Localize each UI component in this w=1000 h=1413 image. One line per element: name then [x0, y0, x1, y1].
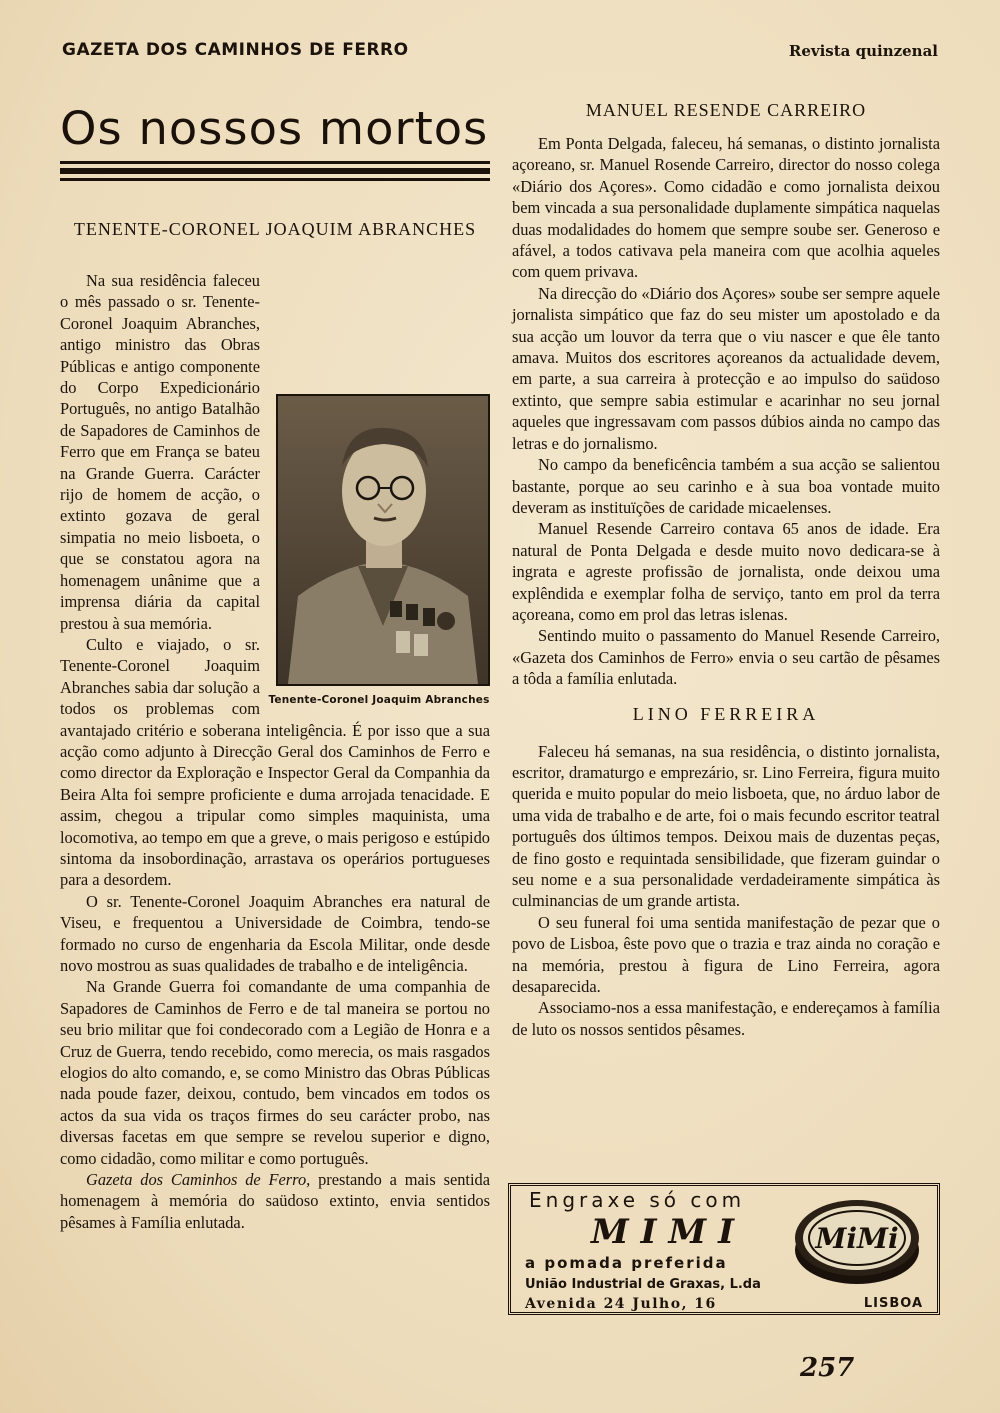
portrait-caption: Tenente-Coronel Joaquim Abranches [268, 694, 490, 706]
paragraph: Na direcção do «Diário dos Açores» soube ser sempre aquele jornalista simpático que faz do seu mister um apostolado e da sua acção um louvor da terra que o viu nascer e que êle tanto amava. Muitos dos escritores açoreanos da actualidade devem, em parte, a sua carreira à protecção e ao impulso do saüdoso extinto, que sempre sabia estimular e acarinhar no seu jornal aqueles que ingressavam com passos dúbios ainda no campo das letras e do jornalismo. [512, 283, 940, 453]
paragraph: Na sua residência faleceu o mês passado o sr. Tenente-Coronel Joaquim Abranches, antigo ministro das Obras Públicas e antigo componente do Corpo Expedicionário Português, no antigo Batalhão de Sapadores de Caminhos de Ferro que em França se bateu na Grande Guerra. Carácter rijo de homem de acção, o extinto gozava de geral simpatia no meio lisboeta, o que se constatou agora na homenagem unânime que a imprensa diária da capital prestou à sua memória. [60, 271, 260, 633]
ad-city: LISBOA [863, 1296, 923, 1311]
publication-italic: Gazeta dos Caminhos de Ferro, [86, 1170, 311, 1190]
left-column [60, 100, 490, 1233]
obituary-heading-ferreira: LINO FERREIRA [632, 703, 820, 724]
paragraph: Associamo-nos a essa manifestação, e endereçamos à família de luto os nossos sentidos pêsames. [512, 998, 940, 1039]
paragraph: Sentindo muito o passamento do Manuel Resende Carreiro, «Gazeta dos Caminhos de Ferro» envia o seu cartão de pêsames a tôda a família enlutada. [512, 626, 940, 689]
paragraph: O sr. Tenente-Coronel Joaquim Abranches era natural de Viseu, e frequentou a Universidade de Coimbra, tendo-se formado no curso de engenharia da Escola Militar, onde desde novo mostrou as suas qualidades de trabalho e de inteligência. [60, 891, 490, 975]
publication-frequency: Revista quinzenal [788, 42, 938, 60]
ad-tagline: Engraxe só com [529, 1188, 746, 1212]
closing-text: prestando a mais sentida homenagem à memória do saüdoso extinto, envia sentidos pêsames à Família enlutada. [60, 1170, 490, 1232]
ad-company: União Industrial de Graxas, L.da [525, 1277, 761, 1292]
logo-text: MiMi [815, 1222, 899, 1255]
ad-address: Avenida 24 Julho, 16 [525, 1296, 717, 1312]
polish-tin-logo-icon [791, 1192, 923, 1288]
paragraph: Manuel Resende Carreiro contava 65 anos de idade. Era natural de Ponta Delgada e desde muito novo dedicara-se à ingrata e agreste profissão de jornalista, onde deixou uma explêndida e exemplar folha de serviço, tanto em prol da terra açoreana, como em prol das letras islenas. [512, 519, 940, 624]
ad-slogan: a pomada preferida [525, 1254, 728, 1272]
advertisement-mimi [508, 1183, 940, 1315]
portrait-photo [276, 394, 490, 686]
publication-name: GAZETA DOS CAMINHOS DE FERRO [62, 40, 409, 60]
paragraph: O seu funeral foi uma sentida manifestação de pezar que o povo de Lisboa, êste povo que o trazia e traz ainda no coração e na memória, prestou à figura de Lino Ferreira, agora desaparecida. [512, 912, 940, 997]
closing-paragraph [60, 1169, 490, 1233]
obituary-heading-abranches: TENENTE-CORONEL JOAQUIM ABRANCHES [73, 219, 477, 239]
obituary-heading-carreiro: MANUEL RESENDE CARREIRO [585, 100, 867, 120]
paragraph: Em Ponta Delgada, faleceu, há semanas, o distinto jornalista açoreano, sr. Manuel Rosende Carreiro, director do nosso colega «Diário dos Açores». Como cidadão e como jornalista deixou bem vincada a sua personalidade duplamente simpática naquelas duas modalidades do homem que sempre soube ser. Generoso e afável, a todos cativava pela maneira com que acolhia aqueles com quem privava. [512, 134, 940, 282]
paragraph: Na Grande Guerra foi comandante de uma companhia de Sapadores de Caminhos de Ferro e de tal maneira se portou no seu brio militar que foi condecorado com a Legião de Honra e a Cruz de Guerra, tendo recebido, como merecia, os mais rasgados elogios do alto comando, e, se como Ministro das Obras Públicas nada poude fazer, deixou, contudo, bem vincados em todos os actos da sua vida os traços firmes do seu carácter probo, nas diversas facetas em que sempre se revelou superior e digno, como cidadão, como militar e como português. [60, 977, 490, 1168]
paragraph: Culto e viajado, o sr. Tenente-Coronel Joaquim Abranches sabia dar solução a todos os problemas com avantajado critério e soberana inteligência. É por isso que a sua acção como adjunto à Direcção Geral dos Caminhos de Ferro e como director da Exploração e Inspector Geral da Companhia da Beira Alta foi sempre proficiente e duma arrojada tenacidade. E assim, chegou a tripular como simples maquinista, uma locomotiva, ao tempo em que a greve, o mais perigoso e estúpido sintoma da insobordinação, arrastava os operários portugueses para a desordem. [60, 634, 490, 890]
section-title: Os nossos mortos [60, 102, 489, 155]
right-column [512, 100, 940, 1040]
paragraph: No campo da beneficência também a sua acção se salientou bastante, porque ao seu carinho e à sua boa vontade muito deveram as instituïções de caridade micaelenses. [512, 455, 940, 517]
page-number: 257 [800, 1353, 855, 1383]
title-rule [60, 161, 490, 183]
ad-brand-name: MIMI [591, 1212, 747, 1252]
portrait-illustration [278, 396, 488, 684]
portrait-figure [268, 394, 490, 706]
paragraph: Faleceu há semanas, na sua residência, o distinto jornalista, escritor, dramaturgo e emprezário, sr. Lino Ferreira, figura muito querida e muito popular do meio lisboeta, que, no árduo labor de uma vida de trabalho e de arte, foi o mais fecundo escritor teatral português dos últimos tempos. Deixou mais de duzentas peças, de fino gosto e requintada sensibilidade, que fizeram guindar o seu nome e a sua personalidade verdadeiramente simpática às culminancias de um grande artista. [512, 741, 940, 911]
